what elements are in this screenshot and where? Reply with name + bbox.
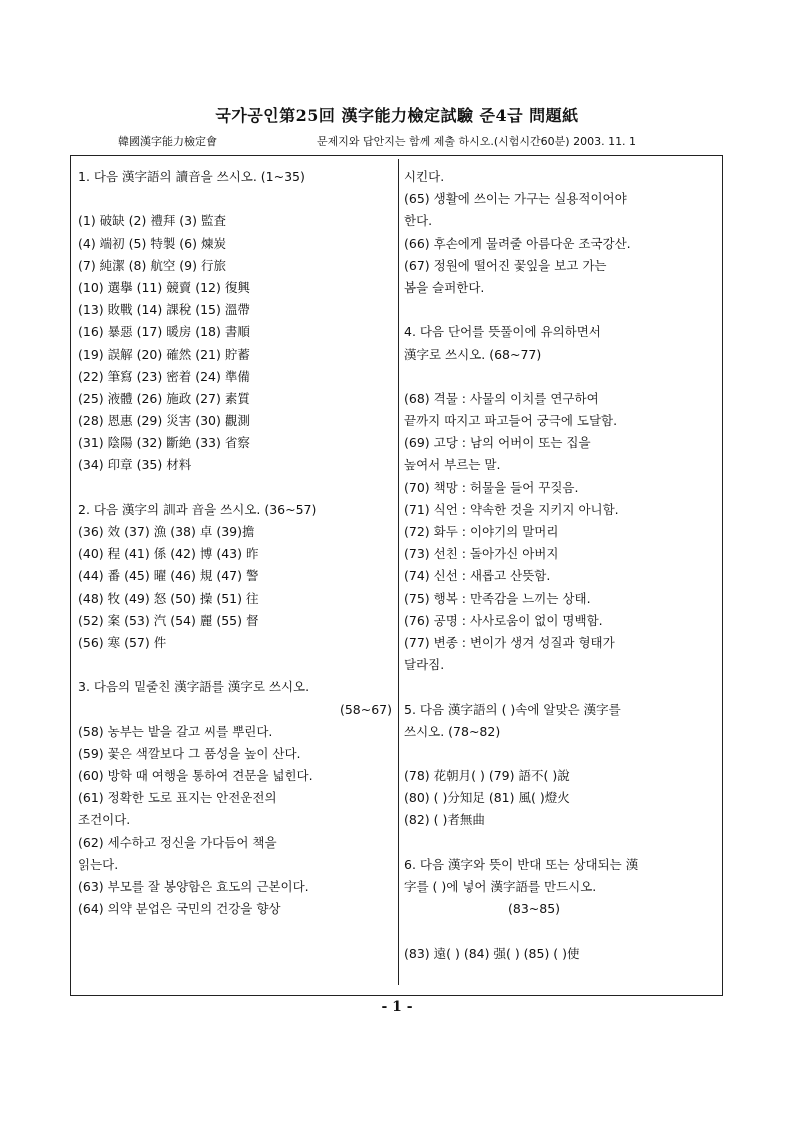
question-row: (71) 식언 : 약속한 것을 지키지 아니함. bbox=[404, 501, 619, 517]
question-row: (68) 격물 : 사물의 이치를 연구하여 bbox=[404, 390, 599, 406]
section-2-heading: 2. 다음 漢字의 訓과 音을 쓰시오. (36~57) bbox=[78, 501, 317, 517]
question-row: (63) 부모를 잘 봉양함은 효도의 근본이다. bbox=[78, 879, 309, 894]
question-row: 달라짐. bbox=[404, 657, 445, 673]
left-column bbox=[78, 166, 392, 920]
section-5-heading: 5. 다음 漢字語의 ( )속에 알맞은 漢字를 bbox=[404, 701, 621, 717]
section-4-heading-cont: 漢字로 쓰시오. (68~77) bbox=[404, 346, 542, 362]
question-row: (28) 恩惠 (29) 災害 (30) 觀測 bbox=[78, 413, 250, 429]
question-row: (62) 세수하고 정신을 가다듬어 책을 bbox=[78, 834, 277, 850]
question-row: (16) 暴惡 (17) 暖房 (18) 書順 bbox=[78, 324, 250, 340]
question-row: 끝까지 따지고 파고들어 궁극에 도달함. bbox=[404, 413, 618, 429]
page-number: - 1 - bbox=[381, 999, 413, 1015]
question-row: (61) 정확한 도로 표지는 안전운전의 bbox=[78, 790, 277, 806]
question-row: 봄을 슬퍼한다. bbox=[404, 279, 485, 295]
spacer bbox=[404, 299, 716, 321]
section-1-heading: 1. 다음 漢字語의 讀音을 쓰시오. (1~35) bbox=[78, 169, 305, 184]
question-row: (48) 牧 (49) 怒 (50) 操 (51) 往 bbox=[78, 590, 259, 606]
question-row: (13) 敗戰 (14) 課稅 (15) 溫帶 bbox=[78, 302, 250, 318]
question-row: (64) 의약 분업은 국민의 건강을 향상 bbox=[78, 901, 281, 917]
question-row: (40) 程 (41) 係 (42) 博 (43) 昨 bbox=[78, 546, 259, 562]
question-row: (44) 番 (45) 曜 (46) 規 (47) 警 bbox=[78, 568, 259, 584]
question-row: (19) 誤解 (20) 確然 (21) 貯蓄 bbox=[78, 346, 250, 362]
question-row: (70) 책망 : 허물을 들어 꾸짖음. bbox=[404, 479, 579, 495]
section-6-heading: 6. 다음 漢字와 뜻이 반대 또는 상대되는 漢 bbox=[404, 856, 639, 872]
question-row: (69) 고당 : 남의 어버이 또는 집을 bbox=[404, 435, 591, 451]
column-divider bbox=[398, 159, 399, 985]
organization-name: 韓國漢字能力檢定會 bbox=[118, 135, 217, 148]
question-row: (58) 농부는 밭을 갈고 씨를 뿌린다. bbox=[78, 723, 273, 739]
spacer bbox=[404, 366, 716, 388]
section-5-heading-cont: 쓰시오. (78~82) bbox=[404, 723, 501, 739]
exam-title: 국가공인第25回 漢字能力檢定試驗 준4급 問題紙 bbox=[215, 106, 579, 125]
spacer bbox=[78, 477, 392, 499]
spacer bbox=[404, 920, 716, 942]
question-row: (59) 꽃은 색깔보다 그 품성을 높이 산다. bbox=[78, 745, 301, 761]
question-row: (22) 筆寫 (23) 密着 (24) 準備 bbox=[78, 368, 250, 384]
question-row: (31) 陰陽 (32) 斷絶 (33) 省察 bbox=[78, 435, 250, 451]
section-6-range: (83~85) bbox=[508, 901, 561, 917]
question-row: (4) 端初 (5) 特製 (6) 煉炭 bbox=[78, 235, 226, 251]
question-row: 한다. bbox=[404, 213, 433, 229]
question-row: (82) ( )者無曲 bbox=[404, 812, 485, 828]
exam-notice: 문제지와 답안지는 함께 제출 하시오.(시험시간60분) 2003. 11. 1 bbox=[317, 135, 637, 148]
question-row: (34) 印章 (35) 材料 bbox=[78, 457, 192, 473]
question-row: 높여서 부르는 말. bbox=[404, 457, 501, 473]
question-row: (80) ( )分知足 (81) 風( )燈火 bbox=[404, 790, 570, 806]
question-row: (67) 정원에 떨어진 꽃잎을 보고 가는 bbox=[404, 257, 607, 273]
section-3-heading: 3. 다음의 밑줄친 漢字語를 漢字로 쓰시오. bbox=[78, 679, 310, 695]
spacer bbox=[404, 832, 716, 854]
question-row: (10) 選擧 (11) 競賣 (12) 復興 bbox=[78, 279, 250, 295]
spacer bbox=[404, 676, 716, 698]
question-row: (74) 신선 : 새롭고 산뜻함. bbox=[404, 568, 551, 584]
section-6-heading-cont: 字를 ( )에 넣어 漢字語를 만드시오. bbox=[404, 879, 597, 894]
question-row: (75) 행복 : 만족감을 느끼는 상태. bbox=[404, 590, 591, 606]
question-row: 읽는다. bbox=[78, 856, 119, 872]
spacer bbox=[78, 654, 392, 676]
question-row: (36) 效 (37) 漁 (38) 卓 (39)擔 bbox=[78, 524, 255, 539]
question-row: (7) 純潔 (8) 航空 (9) 行旅 bbox=[78, 257, 226, 273]
section-3-range: (58~67) bbox=[339, 701, 392, 717]
question-row: 시킨다. bbox=[404, 169, 445, 184]
spacer bbox=[78, 188, 392, 210]
question-row: (83) 遠( ) (84) 强( ) (85) ( )使 bbox=[404, 945, 580, 961]
question-row: (56) 寒 (57) 件 bbox=[78, 634, 167, 650]
question-row: (72) 화두 : 이야기의 말머리 bbox=[404, 524, 559, 539]
question-row: (66) 후손에게 물려줄 아름다운 조국강산. bbox=[404, 235, 631, 251]
question-row: (77) 변종 : 변이가 생겨 성질과 형태가 bbox=[404, 634, 615, 650]
question-row: (76) 공명 : 사사로움이 없이 명백함. bbox=[404, 612, 603, 628]
question-row: (52) 案 (53) 汽 (54) 麗 (55) 督 bbox=[78, 612, 259, 628]
section-4-heading: 4. 다음 단어를 뜻풀이에 유의하면서 bbox=[404, 324, 601, 340]
question-row: 조건이다. bbox=[78, 812, 131, 828]
question-row: (1) 破缺 (2) 禮拜 (3) 監査 bbox=[78, 213, 226, 229]
question-row: (25) 液體 (26) 施政 (27) 素質 bbox=[78, 390, 250, 406]
right-column bbox=[404, 166, 716, 965]
question-row: (60) 방학 때 여행을 통하여 견문을 넓힌다. bbox=[78, 768, 313, 784]
question-row: (73) 선친 : 돌아가신 아버지 bbox=[404, 546, 559, 562]
spacer bbox=[404, 743, 716, 765]
question-row: (78) 花朝月( ) (79) 語不( )說 bbox=[404, 768, 570, 784]
question-row: (65) 생활에 쓰이는 가구는 실용적이어야 bbox=[404, 191, 627, 207]
